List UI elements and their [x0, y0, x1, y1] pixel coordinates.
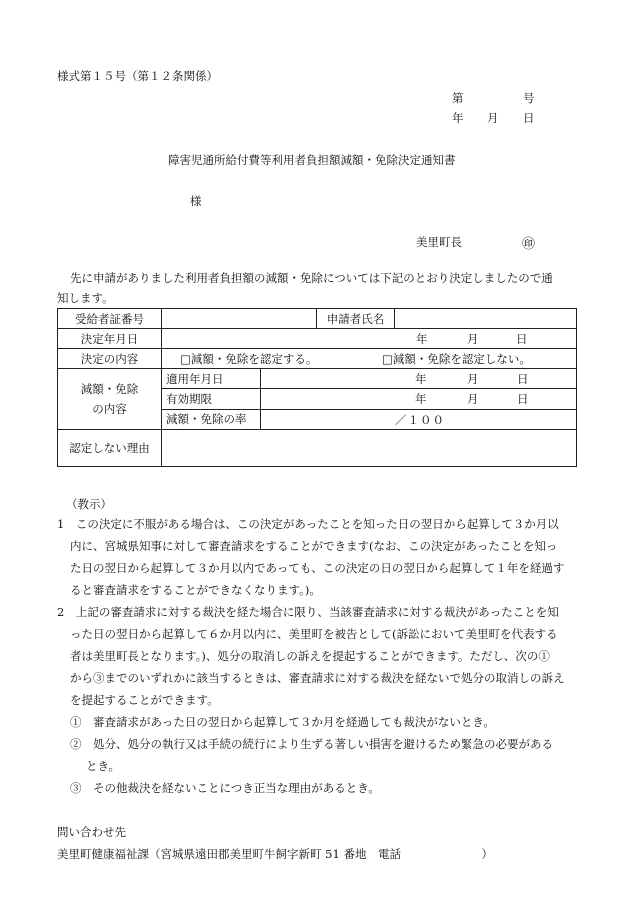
decision-date-value[interactable]	[162, 329, 577, 349]
instructions-heading: （教示）	[66, 497, 112, 511]
seal-mark: ㊞	[522, 237, 536, 252]
valid-period-day: 日	[517, 392, 529, 407]
intro-line-1: 先に申請がありました利用者負担額の減額・免除については下記のとおり決定しましたので通	[70, 271, 553, 285]
decision-date-month: 月	[467, 332, 479, 346]
valid-period-month: 月	[467, 392, 479, 407]
table-row	[58, 369, 577, 389]
number-label-dai: 第	[452, 91, 464, 105]
table-row	[58, 309, 577, 329]
header-date-month: 月	[487, 111, 499, 125]
contact-detail: 美里町健康福祉課（宮城県遠田郡美里町牛飼字新町 51 番地 電話 ）	[57, 847, 493, 861]
applicant-name-value[interactable]	[395, 309, 577, 329]
instruction-1-line-2: 内に、宮城県知事に対して審査請求をすることができます(なお、この決定があったことを知っ	[70, 539, 558, 553]
intro-line-2: 知します。	[57, 291, 114, 305]
rate-value-cell[interactable]	[261, 409, 577, 429]
document-title: 障害児通所給付費等利用者負担額減額・免除決定通知書	[168, 153, 456, 167]
number-label-go: 号	[523, 91, 535, 105]
decision-content-label: 決定の内容	[58, 349, 162, 369]
valid-period-value[interactable]	[261, 389, 577, 409]
applicable-date-value[interactable]	[261, 369, 577, 389]
decision-date-year: 年	[416, 332, 428, 346]
instruction-1-line-1: 1 この決定に不服がある場合は、この決定があったことを知った日の翌日から起算して３か月以	[57, 517, 559, 531]
sub-item-2-line-1: ② 処分、処分の執行又は手続の続行により生ずる著しい損害を避けるため緊急の必要がある	[70, 737, 553, 751]
instruction-1-line-3: た日の翌日から起算して３か月以内であっても、この決定の日の翌日から起算して１年を経過す	[70, 561, 565, 575]
rate-value: ／１００	[395, 412, 445, 427]
applicable-date-label: 適用年月日	[162, 369, 261, 389]
reduction-content-label	[58, 369, 162, 430]
table-row	[58, 329, 577, 349]
reason-value[interactable]	[162, 430, 577, 467]
recipient-number-label: 受給者証番号	[58, 309, 162, 329]
instruction-2-line-5: を提起することができます。	[70, 693, 219, 707]
option-deny[interactable]: □減額・免除を認定しない。	[382, 352, 531, 366]
instruction-2-line-4: から③までのいずれかに該当するときは、審査請求に対する裁決を経ないで処分の取消しの訴え	[70, 671, 565, 685]
contact-heading: 問い合わせ先	[57, 825, 126, 839]
reduction-label-line1: 減額・免除	[80, 382, 139, 396]
reason-label: 認定しない理由	[58, 430, 162, 467]
decision-content-value	[162, 349, 577, 369]
applicable-date-day: 日	[517, 372, 529, 387]
recipient-number-value[interactable]	[162, 309, 317, 329]
sub-item-3: ③ その他裁決を経ないことにつき正当な理由があるとき。	[70, 781, 380, 795]
instruction-2-line-3: 者は美里町長となります。)、処分の取消しの訴えを提起することができます。ただし、次の①	[70, 649, 550, 663]
instruction-2-line-1: 2 上記の審査請求に対する裁決を経た場合に限り、当該審査請求に対する裁決があったことを知	[57, 605, 559, 619]
instruction-2-line-2: った日の翌日から起算して６か月以内に、美里町を被告として(訴訟において美里町を代表する	[70, 627, 558, 641]
decision-date-day: 日	[516, 332, 528, 346]
instruction-1-line-4: ると審査請求をすることができなくなります。)。	[70, 583, 321, 597]
table-row	[58, 430, 577, 467]
decision-table	[57, 308, 577, 467]
style-number: 様式第１５号（第１２条関係）	[57, 69, 218, 83]
rate-label: 減額・免除の率	[162, 409, 261, 429]
sub-item-1: ① 審査請求があった日の翌日から起算して３か月を経過しても裁決がないとき。	[70, 715, 495, 729]
valid-period-year: 年	[415, 392, 427, 407]
option-approve[interactable]: □減額・免除を認定する。	[180, 352, 318, 366]
sub-item-2-line-2: とき。	[86, 759, 121, 773]
decision-date-label: 決定年月日	[58, 329, 162, 349]
header-date-year: 年	[452, 111, 464, 125]
header-date-day: 日	[523, 111, 535, 125]
applicant-name-label: 申請者氏名	[317, 309, 395, 329]
addressee-suffix: 様	[190, 194, 202, 208]
valid-period-label: 有効期限	[162, 389, 261, 409]
issuer: 美里町長	[416, 235, 462, 249]
applicable-date-month: 月	[467, 372, 479, 387]
applicable-date-year: 年	[415, 372, 427, 387]
reduction-label-line2: の内容	[92, 402, 127, 416]
table-row	[58, 349, 577, 369]
